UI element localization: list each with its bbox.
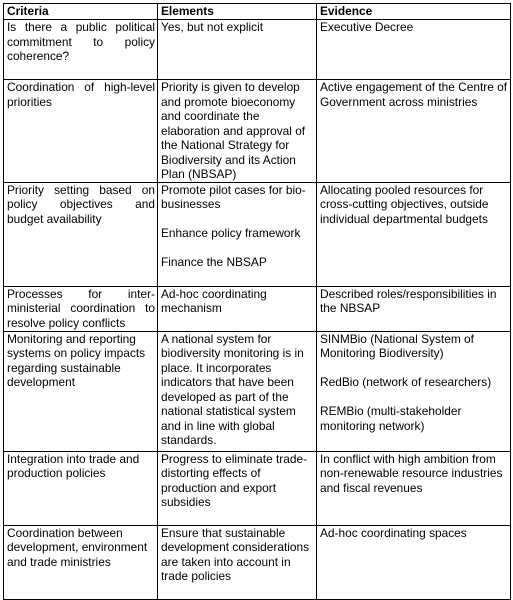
criteria-cell <box>4 451 158 525</box>
table-row <box>4 286 511 331</box>
evidence-text: In conflict with high ambition from non-renewable resource industries and fiscal revenues <box>320 451 503 495</box>
criteria-text: Coordination between development, environment and trade ministries <box>7 525 148 569</box>
table-row <box>4 451 511 525</box>
criteria-table <box>3 3 511 600</box>
evidence-text: Executive Decree <box>320 20 414 34</box>
elements-cell <box>158 182 317 286</box>
elements-text: Finance the NBSAP <box>161 255 267 269</box>
elements-cell <box>158 286 317 331</box>
elements-cell <box>158 451 317 525</box>
criteria-text: Monitoring and reporting systems on policy impacts regarding sustainable development <box>7 331 146 389</box>
evidence-text: RedBio (network of researchers) <box>320 375 492 389</box>
header-evidence: Evidence <box>317 4 511 20</box>
criteria-cell <box>4 286 158 331</box>
evidence-text: Allocating pooled resources for cross-cutting objectives, outside individual departmental budgets <box>320 182 489 226</box>
paragraph-gap <box>320 390 508 405</box>
criteria-text: Priority setting based on policy objectives and budget availability <box>7 182 155 226</box>
table-row <box>4 331 511 451</box>
table-row <box>4 20 511 80</box>
criteria-cell <box>4 20 158 80</box>
elements-text: Ensure that sustainable development considerations are taken into account in trade policies <box>161 525 310 583</box>
criteria-text: Processes for inter-ministerial coordination to resolve policy conflicts <box>7 286 155 330</box>
table-row <box>4 525 511 599</box>
evidence-cell <box>317 331 511 451</box>
criteria-text: Is there a public political commitment to policy coherence? <box>7 20 155 63</box>
elements-cell <box>158 80 317 183</box>
evidence-cell <box>317 451 511 525</box>
paragraph-gap <box>320 361 508 376</box>
elements-text: Enhance policy framework <box>161 226 301 240</box>
table-row <box>4 80 511 183</box>
elements-cell <box>158 525 317 599</box>
header-elements: Elements <box>158 4 317 20</box>
evidence-text: Active engagement of the Centre of Government across ministries <box>320 80 508 109</box>
elements-cell <box>158 20 317 80</box>
evidence-cell <box>317 286 511 331</box>
criteria-cell <box>4 80 158 183</box>
elements-text: A national system for biodiversity monitoring is in place. It incorporates indicators that have been developed as part of the national statistical system and in line with global standards. <box>161 331 304 447</box>
criteria-text: Integration into trade and production policies <box>7 451 140 480</box>
header-criteria: Criteria <box>4 4 158 20</box>
evidence-text: Described roles/responsibilities in the NBSAP <box>320 286 497 315</box>
paragraph-gap <box>161 212 314 227</box>
evidence-text: Ad-hoc coordinating spaces <box>320 525 467 540</box>
evidence-cell <box>317 80 511 183</box>
criteria-cell <box>4 182 158 286</box>
elements-text: Priority is given to develop and promote bioeconomy and coordinate the elaboration and approval of the National Strategy for Biodiversity and its Action Plan (NBSAP) <box>161 80 306 181</box>
table-header-row <box>4 4 511 20</box>
evidence-cell <box>317 525 511 599</box>
evidence-cell <box>317 20 511 80</box>
elements-text: Yes, but not explicit <box>161 20 264 34</box>
paragraph-gap <box>161 241 314 256</box>
criteria-cell <box>4 525 158 599</box>
criteria-text: Coordination of high-level priorities <box>7 80 155 109</box>
evidence-cell <box>317 182 511 286</box>
evidence-text: REMBio (multi-stakeholder monitoring network) <box>320 404 462 433</box>
evidence-text: SINMBio (National System of Monitoring Biodiversity) <box>320 331 474 360</box>
criteria-cell <box>4 331 158 451</box>
elements-cell <box>158 331 317 451</box>
table-row <box>4 182 511 286</box>
elements-text: Promote pilot cases for bio-businesses <box>161 182 306 211</box>
elements-text: Progress to eliminate trade-distorting effects of production and export subsidies <box>161 451 308 509</box>
elements-text: Ad-hoc coordinating mechanism <box>161 286 267 315</box>
